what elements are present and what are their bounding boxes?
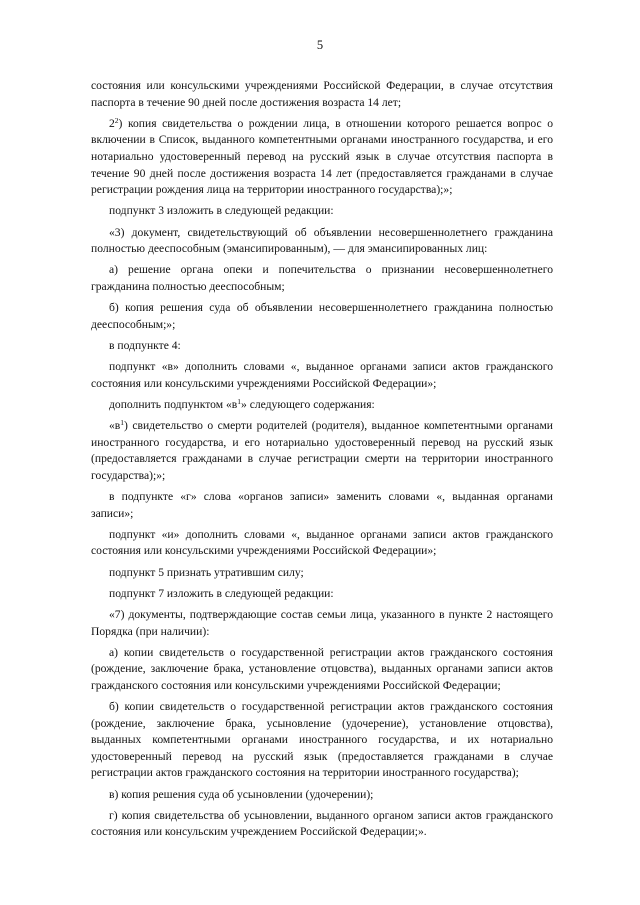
paragraph-18	[91, 787, 553, 804]
paragraph-text: б) копия решения суда об объявлении несовершеннолетнего гражданина полностью дееспособным;»;	[91, 301, 553, 331]
paragraph-17	[91, 699, 553, 782]
paragraph-text: состояния или консульскими учреждениями Российской Федерации, в случае отсутствия паспорта в течение 90 дней после достижения возраста 14 лет;	[91, 79, 553, 109]
paragraph-11	[91, 489, 553, 522]
paragraph-16	[91, 645, 553, 695]
paragraph-text: подпункт 3 изложить в следующей редакции:	[109, 204, 334, 218]
paragraph-text: ) копия свидетельства о рождении лица, в отношении которого решается вопрос о включении в Список, выданного компетентными органами иностранного государства, и его нотариально удостоверенный перевод на русский язык в случае отсутствия паспорта в течение 90 дней после достижения возраста 14 лет (предоставляется гражданами в случае регистрации рождения лица на территории иностранного государства);»;	[91, 116, 553, 197]
paragraph-prefix: «в	[109, 419, 121, 433]
paragraph-5	[91, 262, 553, 295]
paragraph-text: в подпункте 4:	[109, 338, 181, 352]
paragraph-prefix: 2	[109, 116, 115, 130]
paragraph-12	[91, 527, 553, 560]
superscript: 1	[120, 418, 125, 428]
paragraph-text: г) копия свидетельства об усыновлении, выданного органом записи актов гражданского состояния или консульским учреждением Российской Федерации;».	[91, 808, 553, 839]
paragraph-text: «7) документы, подтверждающие состав семьи лица, указанного в пункте 2 настоящего Порядка (при наличии):	[91, 607, 553, 638]
paragraph-19	[91, 808, 553, 841]
paragraph-text: подпункт 7 изложить в следующей редакции:	[109, 586, 334, 600]
superscript: 1	[237, 396, 241, 406]
paragraph-text: в) копия решения суда об усыновлении (удочерении);	[109, 787, 374, 801]
paragraph-text: в подпункте «г» слова «органов записи» заменить словами «, выданная органами записи»;	[91, 490, 553, 520]
paragraph-6	[91, 300, 553, 333]
paragraph-2	[91, 116, 553, 199]
paragraph-1	[91, 78, 553, 111]
paragraph-text: а) копии свидетельств о государственной регистрации актов гражданского состояния (рождение, заключение брака, установление отцовства), выданных органами записи актов гражданского состояния или консульскими учреждениями Российской Федерации;	[91, 645, 553, 692]
paragraph-15	[91, 607, 553, 640]
paragraph-text: «3) документ, свидетельствующий об объявлении несовершеннолетнего гражданина полностью дееспособным (эмансипированным), — для эмансипированных лиц:	[91, 225, 553, 256]
paragraph-text: ) свидетельство о смерти родителей (родителя), выданное компетентными органами иностранного государства, и его нотариально удостоверенный перевод на русский язык (предоставляется гражданами в случае регистрации смерти на территории иностранного государства);»;	[91, 419, 553, 482]
paragraph-text: б) копии свидетельств о государственной регистрации актов гражданского состояния (рождение, заключение брака, усыновление (удочерение), установление отцовства), выданных компетентными органами иностранного государства, и их нотариально удостоверенный перевод на русский язык (предоставляется гражданами в случае регистрации актов гражданского состояния на территории иностранного государства);	[91, 700, 553, 780]
superscript: 2	[114, 115, 119, 125]
paragraph-8	[91, 359, 553, 392]
paragraph-3	[91, 203, 553, 220]
document-body	[91, 78, 553, 846]
paragraph-4	[91, 225, 553, 258]
paragraph-10	[91, 418, 553, 484]
paragraph-7	[91, 338, 553, 355]
paragraph-13	[91, 565, 553, 582]
page-number: 5	[316, 38, 324, 52]
paragraph-9	[91, 397, 553, 414]
paragraph-text: » следующего содержания:	[241, 397, 375, 411]
paragraph-14	[91, 586, 553, 603]
paragraph-text: подпункт «и» дополнить словами «, выданное органами записи актов гражданского состояния или консульскими учреждениями Российской Федерации»;	[91, 527, 553, 558]
paragraph-text: а) решение органа опеки и попечительства о признании несовершеннолетнего гражданина полностью дееспособным;	[91, 263, 553, 293]
paragraph-text: подпункт «в» дополнить словами «, выданное органами записи актов гражданского состояния или консульскими учреждениями Российской Федерации»;	[91, 360, 553, 390]
paragraph-text: подпункт 5 признать утратившим силу;	[109, 565, 304, 579]
paragraph-prefix: дополнить подпунктом «в	[109, 397, 238, 411]
